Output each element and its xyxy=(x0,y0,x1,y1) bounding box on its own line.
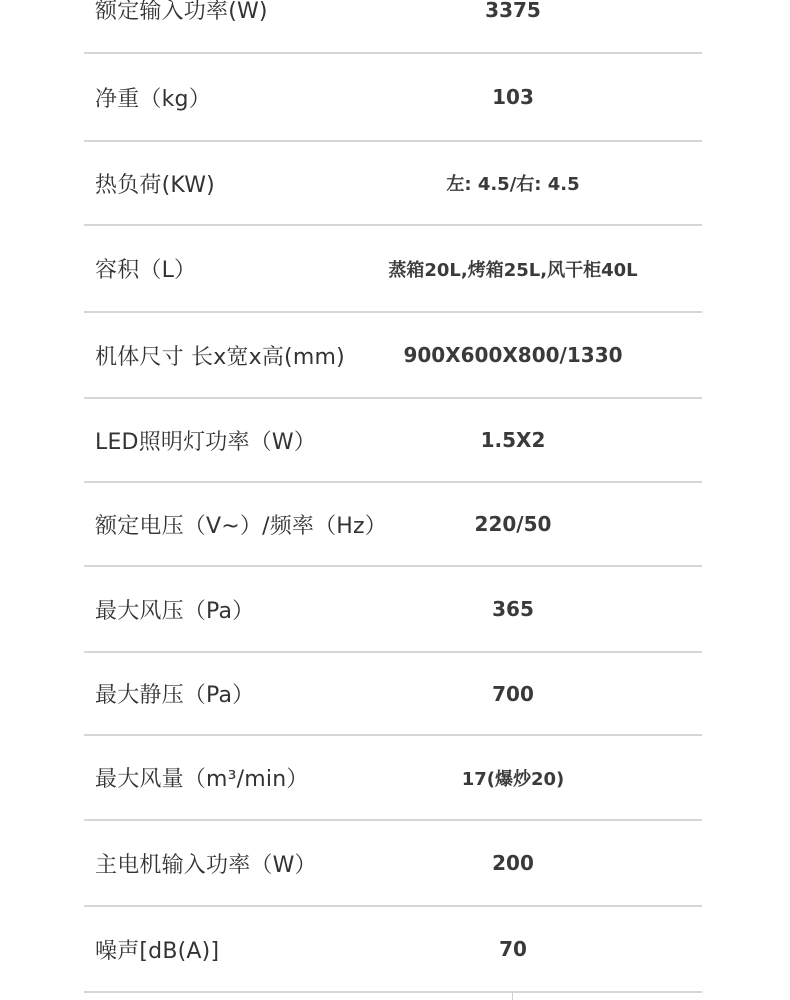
spec-label: 热负荷(KW) xyxy=(95,172,215,198)
spec-label: 净重（kg） xyxy=(95,86,211,112)
spec-label: 最大静压（Pa） xyxy=(95,683,255,708)
spec-label: 机体尺寸 长x宽x高(mm) xyxy=(95,344,345,370)
spec-label: 最大风压（Pa） xyxy=(95,598,255,624)
spec-value: 3375 xyxy=(485,0,541,22)
spec-row-net-weight xyxy=(84,54,702,142)
spec-row-max-static-pressure xyxy=(84,653,702,736)
spec-value: 200 xyxy=(492,851,534,875)
spec-value: 220/50 xyxy=(474,512,552,536)
spec-value: 103 xyxy=(492,85,534,109)
spec-label: 容积（L） xyxy=(95,258,197,283)
spec-row-volume xyxy=(84,226,702,313)
spec-row-noise xyxy=(84,907,702,993)
column-divider xyxy=(512,992,513,1000)
spec-row-led-power xyxy=(84,399,702,483)
spec-label: 主电机输入功率（W） xyxy=(95,852,317,878)
spec-row-voltage-frequency xyxy=(84,483,702,567)
spec-label: 额定电压（V~）/频率（Hz） xyxy=(95,513,387,539)
spec-value: 1.5X2 xyxy=(480,428,546,452)
spec-row-dimensions xyxy=(84,313,702,399)
spec-value: 17(爆炒20) xyxy=(461,768,565,790)
spec-label: 额定输入功率(W) xyxy=(95,0,268,24)
spec-value: 左: 4.5/右: 4.5 xyxy=(446,174,580,195)
spec-row-max-airflow xyxy=(84,736,702,821)
spec-label: LED照明灯功率（W） xyxy=(95,429,317,455)
spec-value: 700 xyxy=(492,681,534,706)
spec-value: 蒸箱20L,烤箱25L,风干柜40L xyxy=(388,259,638,281)
spec-row-max-wind-pressure xyxy=(84,567,702,653)
spec-value: 365 xyxy=(492,597,534,621)
spec-label: 最大风量（m³/min） xyxy=(95,767,309,792)
spec-value: 900X600X800/1330 xyxy=(403,343,623,367)
spec-value: 70 xyxy=(499,937,527,961)
spec-row-motor-power xyxy=(84,821,702,907)
spec-row-rated-input-power xyxy=(84,0,702,54)
spec-label: 噪声[dB(A)] xyxy=(95,938,220,964)
spec-row-heat-load xyxy=(84,142,702,226)
